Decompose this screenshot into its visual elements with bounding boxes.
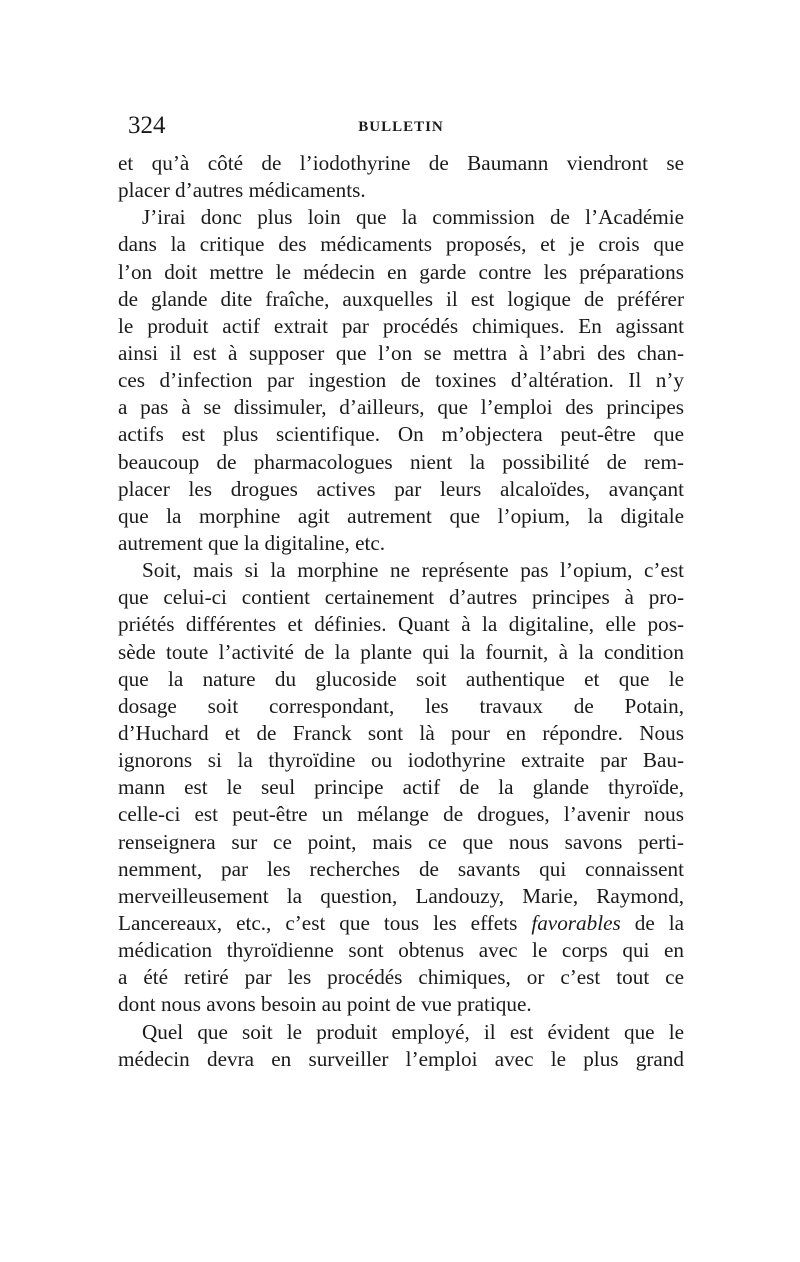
text-line: de glande dite fraîche, auxquelles il est logique de préférer [118, 286, 684, 311]
text-line: ignorons si la thyroïdine ou iodothyrine extraite par Bau- [118, 748, 684, 773]
text-line: autrement que la digitaline, etc. [118, 530, 386, 555]
text-line: beaucoup de pharmacologues nient la possibilité de rem- [118, 449, 684, 474]
text-line: le produit actif extrait par procédés chimiques. En agissant [118, 313, 684, 338]
text-line: dosage soit correspondant, les travaux de Potain, [118, 693, 684, 718]
text-line: médication thyroïdienne sont obtenus avec le corps qui en [118, 938, 684, 963]
text-line: Soit, mais si la morphine ne représente pas l’opium, c’est [142, 558, 684, 583]
text-line: placer les drogues actives par leurs alcaloïdes, avançant [118, 476, 684, 501]
text-line: priétés différentes et définies. Quant à la digitaline, elle pos- [118, 612, 684, 637]
text-line-with-italic [118, 910, 684, 937]
text-line: dont nous avons besoin au point de vue pratique. [118, 992, 532, 1017]
page-header [118, 110, 684, 142]
text-line: dans la critique des médicaments proposés, et je crois que [118, 232, 684, 257]
text-line: renseignera sur ce point, mais ce que nous savons perti- [118, 829, 684, 854]
text-line: merveilleusement la question, Landouzy, Marie, Raymond, [118, 883, 684, 908]
text-line: celle-ci est peut-être un mélange de drogues, l’avenir nous [118, 802, 684, 827]
text-line: J’irai donc plus loin que la commission de l’Académie [142, 205, 684, 230]
text-line: a pas à se dissimuler, d’ailleurs, que l’emploi des principes [118, 395, 684, 420]
body-text [118, 150, 684, 1073]
text-line: et qu’à côté de l’iodothyrine de Baumann viendront se [118, 151, 684, 175]
text-segment: Lancereaux, etc., c’est que tous les effets [118, 910, 532, 935]
text-line: que la nature du glucoside soit authentique et que le [118, 666, 684, 691]
text-line: ces d’infection par ingestion de toxines d’altération. Il n’y [118, 368, 684, 393]
text-line: d’Huchard et de Franck sont là pour en répondre. Nous [118, 720, 684, 745]
text-line: que celui-ci contient certainement d’autres principes à pro- [118, 585, 684, 610]
italic-word: favorables [531, 910, 621, 935]
text-line: ainsi il est à supposer que l’on se mettra à l’abri des chan- [118, 340, 684, 365]
text-line: placer d’autres médicaments. [118, 178, 366, 203]
text-segment: de la [620, 910, 684, 935]
page-number: 324 [128, 112, 166, 139]
text-line: médecin devra en surveiller l’emploi avec le plus grand [118, 1046, 684, 1071]
text-line: mann est le seul principe actif de la glande thyroïde, [118, 775, 684, 800]
text-line: a été retiré par les procédés chimiques, or c’est tout ce [118, 965, 684, 990]
text-line: que la morphine agit autrement que l’opium, la digitale [118, 503, 684, 528]
running-title: BULLETIN [358, 119, 444, 135]
text-line: l’on doit mettre le médecin en garde contre les préparations [118, 259, 684, 284]
text-line: sède toute l’activité de la plante qui la fournit, à la condition [118, 639, 684, 664]
text-line: Quel que soit le produit employé, il est évident que le [142, 1019, 684, 1044]
text-line: actifs est plus scientifique. On m’objectera peut-être que [118, 422, 684, 447]
text-line: nemment, par les recherches de savants qui connaissent [118, 856, 684, 881]
